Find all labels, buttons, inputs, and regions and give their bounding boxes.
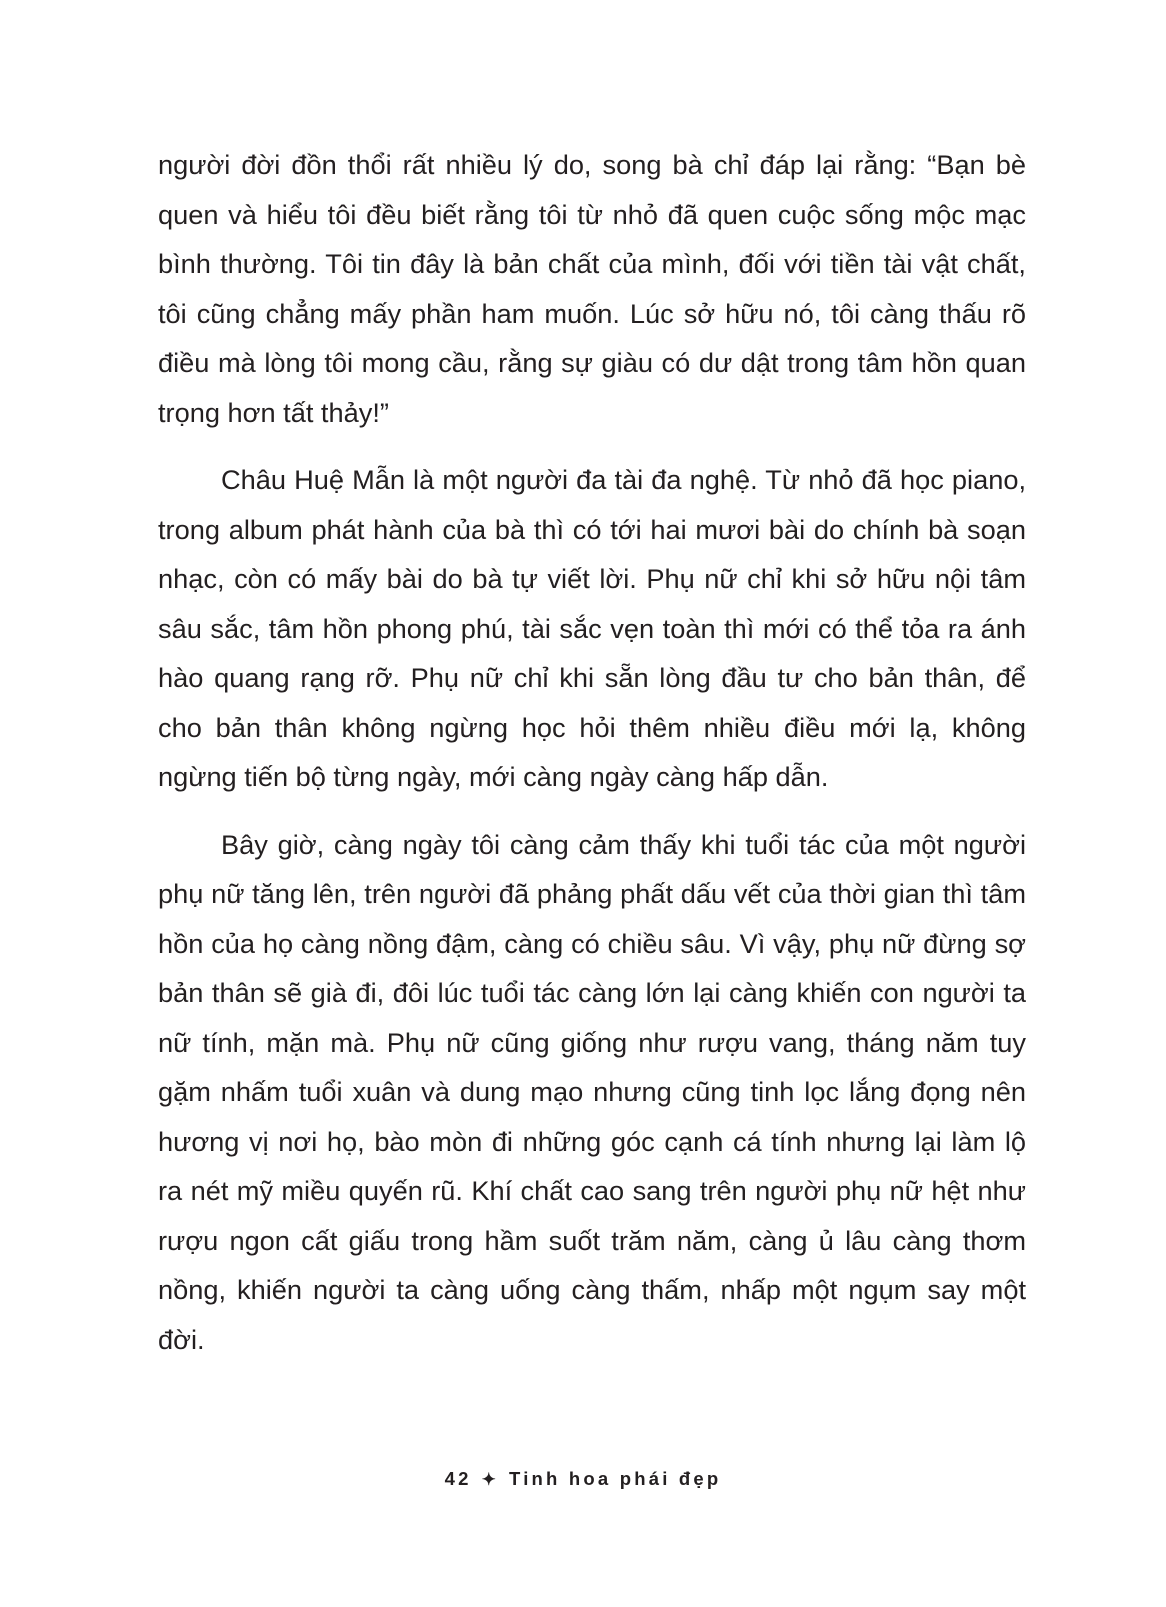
- paragraph: Châu Huệ Mẫn là một người đa tài đa nghệ. Từ nhỏ đã học piano, trong album phát hành của bà thì có tới hai mươi bài do chính bà soạn nhạc, còn có mấy bài do bà tự viết lời. Phụ nữ chỉ khi sở hữu nội tâm sâu sắc, tâm hồn phong phú, tài sắc vẹn toàn thì mới có thể tỏa ra ánh hào quang rạng rỡ. Phụ nữ chỉ khi sẵn lòng đầu tư cho bản thân, để cho bản thân không ngừng học hỏi thêm nhiều điều mới lạ, không ngừng tiến bộ từng ngày, mới càng ngày càng hấp dẫn.: [158, 464, 1026, 792]
- page-number: 42: [444, 1468, 472, 1489]
- book-title: Tinh hoa phái đẹp: [509, 1468, 722, 1489]
- page-footer: [0, 1468, 1166, 1490]
- page-body: [158, 140, 1026, 1382]
- star-separator-icon: ✦: [481, 1470, 500, 1489]
- paragraph-continued: người đời đồn thổi rất nhiều lý do, song bà chỉ đáp lại rằng: “Bạn bè quen và hiểu tôi đều biết rằng tôi từ nhỏ đã quen cuộc sống mộc mạc bình thường. Tôi tin đây là bản chất của mình, đối với tiền tài vật chất, tôi cũng chẳng mấy phần ham muốn. Lúc sở hữu nó, tôi càng thấu rõ điều mà lòng tôi mong cầu, rằng sự giàu có dư dật trong tâm hồn quan trọng hơn tất thảy!”: [158, 149, 1026, 428]
- paragraph: Bây giờ, càng ngày tôi càng cảm thấy khi tuổi tác của một người phụ nữ tăng lên, trên người đã phảng phất dấu vết của thời gian thì tâm hồn của họ càng nồng đậm, càng có chiều sâu. Vì vậy, phụ nữ đừng sợ bản thân sẽ già đi, đôi lúc tuổi tác càng lớn lại càng khiến con người ta nữ tính, mặn mà. Phụ nữ cũng giống như rượu vang, tháng năm tuy gặm nhấm tuổi xuân và dung mạo nhưng cũng tinh lọc lắng đọng nên hương vị nơi họ, bào mòn đi những góc cạnh cá tính nhưng lại làm lộ ra nét mỹ miều quyến rũ. Khí chất cao sang trên người phụ nữ hệt như rượu ngon cất giấu trong hầm suốt trăm năm, càng ủ lâu càng thơm nồng, khiến người ta càng uống càng thấm, nhấp một ngụm say một đời.: [158, 828, 1026, 1355]
